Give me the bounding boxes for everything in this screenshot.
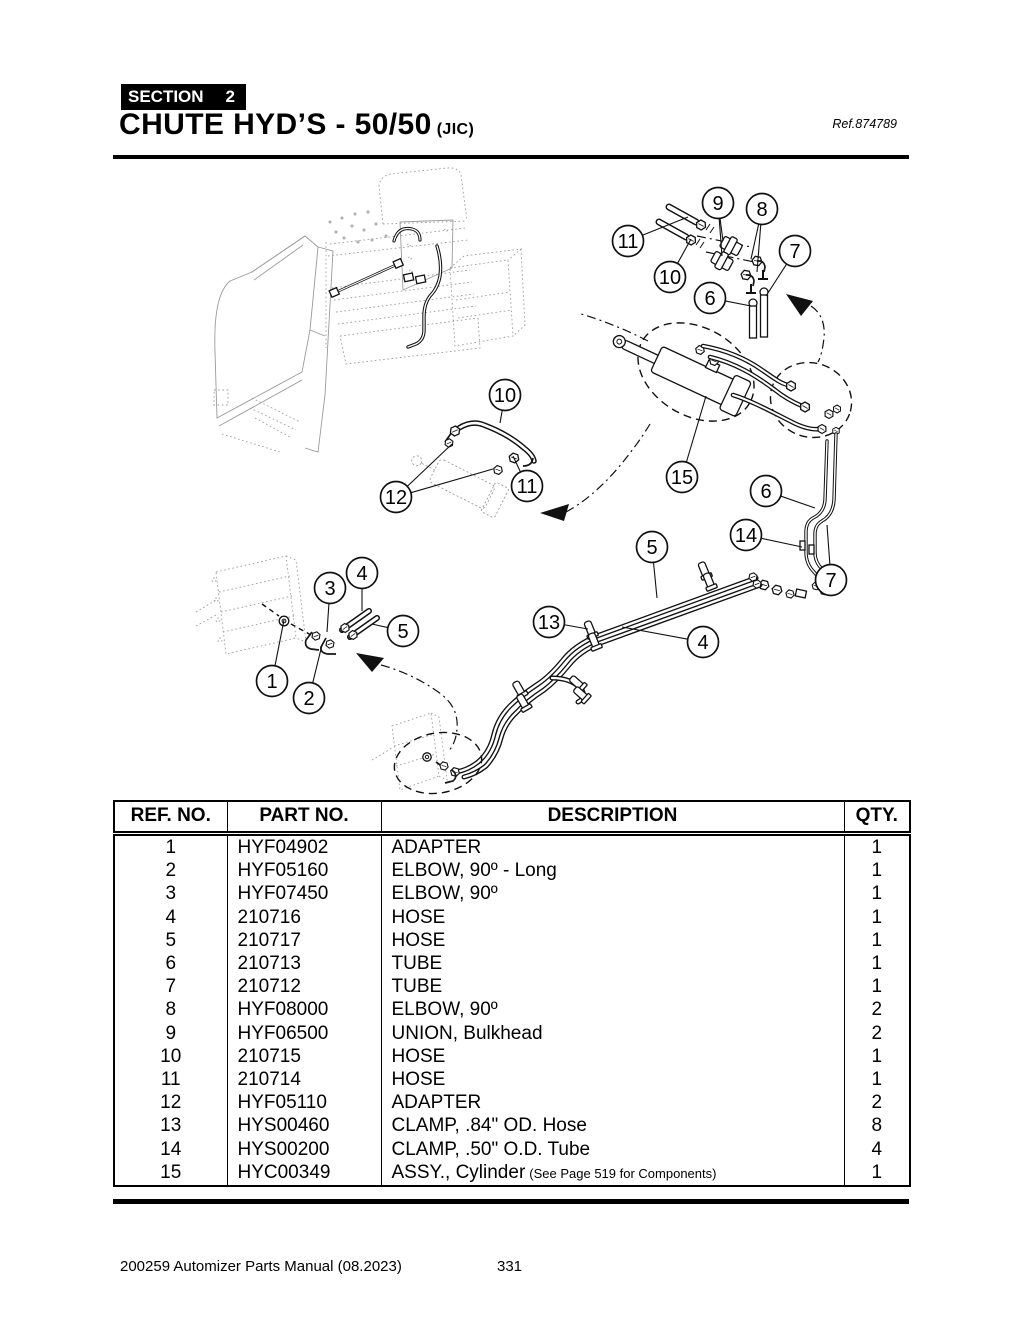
cell-part-no: HYF06500 [227,1022,381,1045]
hose-pair-run [456,561,762,777]
callout-number: 11 [617,231,639,254]
cell-qty: 1 [844,975,910,998]
callout-number: 1 [266,671,278,694]
callout-leader [407,444,452,486]
cell-qty: 4 [844,1138,910,1161]
cell-qty: 1 [844,1161,910,1186]
callout-number: 10 [493,385,517,408]
cell-part-no: HYF07450 [227,882,381,905]
callout-4 [347,558,378,612]
callout-number: 8 [756,199,768,222]
cell-part-no: 210714 [227,1068,381,1091]
callout-leader [654,562,657,598]
installed-tubes [329,229,440,348]
callout-number: 4 [697,632,709,655]
cell-qty: 1 [844,1068,910,1091]
callout-leader [686,396,706,462]
cell-part-no: 210717 [227,929,381,952]
cell-qty: 1 [844,859,910,882]
cell-description: CLAMP, .84" OD. Hose [381,1114,844,1137]
parts-table [113,800,911,1187]
cell-description: ELBOW, 90º [381,998,844,1021]
callout-number: 12 [384,487,408,510]
callout-number: 14 [734,525,758,548]
table-row [114,1161,910,1186]
callout-number: 7 [789,241,801,264]
callout-leader [411,469,493,493]
callout-7 [766,236,811,297]
cell-ref-no: 5 [165,929,177,951]
cell-description: ASSY., Cylinder (See Page 519 for Components) [381,1161,844,1186]
callout-layer [257,188,847,714]
callout-6 [751,476,816,509]
callout-leader [275,620,284,666]
table-row [114,952,910,975]
cell-part-no: 210716 [227,906,381,929]
cell-ref-no: 8 [165,999,177,1021]
cell-description: ELBOW, 90º - Long [381,859,844,882]
table-row [114,1045,910,1068]
bottom-connection [372,713,487,800]
callout-leader [827,525,830,565]
header-ref-no: REF. NO. [114,801,227,834]
cell-ref-no: 15 [160,1162,182,1184]
reference-number: Ref.874789 [832,117,897,131]
cell-description: HOSE [381,929,844,952]
table-row [114,1138,910,1161]
cell-part-no: HYS00200 [227,1138,381,1161]
cell-part-no: HYF08000 [227,998,381,1021]
callout-leader [725,301,751,306]
cell-description: CLAMP, .50" O.D. Tube [381,1138,844,1161]
title-rule [113,155,909,159]
callout-2 [294,645,325,714]
cell-description: ADAPTER [381,834,844,860]
cell-ref-no: 6 [165,953,177,975]
cell-ref-no: 2 [165,860,177,882]
cell-part-no: HYF05160 [227,859,381,882]
table-row [114,998,910,1021]
callout-leader [313,645,322,683]
callout-number: 3 [324,578,336,601]
section-badge [121,84,246,110]
callout-leader [781,496,815,508]
cell-part-no: HYF04902 [227,834,381,860]
header-qty: QTY. [844,801,910,834]
cell-qty: 1 [844,906,910,929]
section-number: 2 [225,87,235,106]
page-title-text: CHUTE HYD’S - 50/50 [119,108,432,141]
cell-description: ADAPTER [381,1091,844,1114]
callout-1 [257,620,288,697]
callout-number: 10 [658,267,682,290]
cell-ref-no: 7 [165,976,177,998]
callout-number: 2 [303,688,315,711]
cell-qty: 2 [844,1022,910,1045]
cell-description: ELBOW, 90º [381,882,844,905]
footer-rule [113,1199,909,1204]
callout-15 [667,396,707,493]
header-part-no: PART NO. [227,801,381,834]
cell-ref-no: 3 [165,883,177,905]
callout-leader [761,538,802,547]
callout-6 [695,283,752,314]
cell-description: TUBE [381,952,844,975]
callout-10 [655,239,692,293]
callout-13 [534,607,589,638]
table-row [114,859,910,882]
callout-leader [500,410,502,423]
cell-description: TUBE [381,975,844,998]
callout-number: 6 [704,288,716,311]
table-header-row [114,801,910,834]
cell-ref-no: 13 [160,1115,182,1137]
cell-description-note: (See Page 519 for Components) [529,1165,717,1181]
cell-ref-no: 12 [160,1092,182,1114]
table-row [114,975,910,998]
callout-leader [677,239,691,263]
header-description: DESCRIPTION [381,801,844,834]
table-row [114,929,910,952]
callout-number: 4 [356,563,368,586]
page-title [119,108,474,142]
page-title-suffix: (JIC) [436,121,475,138]
callout-number: 15 [670,467,694,490]
cell-part-no: 210713 [227,952,381,975]
cell-ref-no: 1 [165,837,177,858]
cell-description: HOSE [381,1045,844,1068]
parts-table-body [114,834,910,1187]
callout-14 [731,520,803,551]
cell-part-no: HYC00349 [227,1161,381,1186]
callout-11 [512,456,543,502]
page-number: 331 [497,1258,523,1275]
cell-qty: 8 [844,1114,910,1137]
callout-7 [816,525,847,596]
callout-5 [637,532,668,599]
cell-qty: 1 [844,834,910,860]
cell-description: HOSE [381,1068,844,1091]
callout-leader [766,264,787,296]
callout-number: 5 [397,621,409,644]
machine-outline-ghost [214,168,525,452]
table-row [114,906,910,929]
table-row [114,882,910,905]
cell-description: HOSE [381,906,844,929]
cell-part-no: HYF05110 [227,1091,381,1114]
callout-number: 13 [537,612,561,635]
cell-part-no: HYS00460 [227,1114,381,1137]
callout-leader [751,224,759,259]
callout-12 [381,444,494,513]
cell-ref-no: 10 [160,1045,182,1067]
callout-number: 5 [646,537,658,560]
cell-ref-no: 4 [165,906,177,928]
callout-number: 11 [516,476,538,499]
callout-number: 9 [712,193,724,216]
callout-11 [613,217,689,257]
cell-qty: 1 [844,1045,910,1068]
manual-name: 200259 Automizer Parts Manual (08.2023) [120,1258,402,1275]
cell-qty: 2 [844,998,910,1021]
callout-leader [372,624,388,628]
callout-leader [327,603,329,632]
cell-ref-no: 9 [165,1022,177,1044]
callout-number: 6 [760,481,772,504]
cell-part-no: 210715 [227,1045,381,1068]
cell-qty: 2 [844,1091,910,1114]
cell-ref-no: 14 [160,1138,182,1160]
table-row [114,834,910,860]
section-label: SECTION [128,87,204,106]
table-row [114,1022,910,1045]
cell-qty: 1 [844,882,910,905]
cell-qty: 1 [844,929,910,952]
callout-10 [490,380,521,424]
table-row [114,1114,910,1137]
table-row [114,1091,910,1114]
cell-part-no: 210712 [227,975,381,998]
cell-qty: 1 [844,952,910,975]
cell-ref-no: 11 [160,1069,181,1091]
callout-3 [315,573,346,633]
callout-number: 7 [825,570,837,593]
table-row [114,1068,910,1091]
cell-description: UNION, Bulkhead [381,1022,844,1045]
